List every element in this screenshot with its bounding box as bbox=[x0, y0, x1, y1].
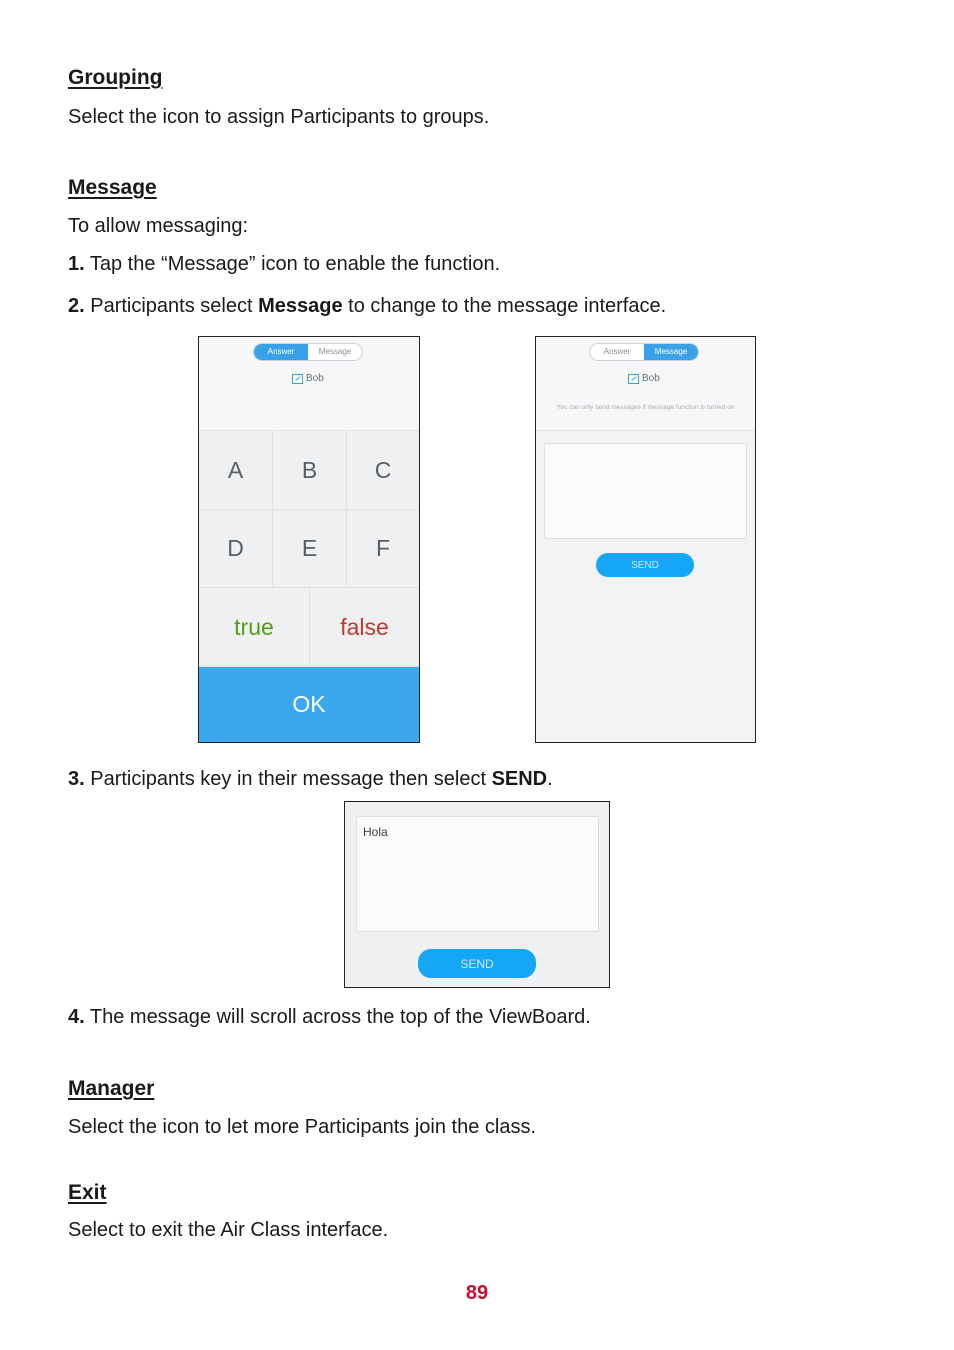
tab-message[interactable]: Message bbox=[644, 344, 698, 360]
option-b-button[interactable]: B bbox=[273, 431, 347, 510]
step-number: 1. bbox=[68, 253, 85, 275]
tab-answer[interactable]: Answer bbox=[603, 347, 631, 356]
grouping-text: Select the icon to assign Participants to groups. bbox=[68, 106, 490, 128]
user-label bbox=[292, 373, 324, 384]
step-number: 2. bbox=[68, 295, 85, 317]
step-text-end: . bbox=[547, 768, 553, 790]
mode-toggle[interactable] bbox=[253, 343, 363, 361]
compose-screen-screenshot bbox=[344, 801, 610, 988]
step-text: The message will scroll across the top of the ViewBoard. bbox=[84, 1006, 591, 1028]
step-text: Tap the “Message” icon to enable the function. bbox=[84, 253, 501, 275]
option-e-button[interactable]: E bbox=[273, 510, 347, 588]
tab-answer[interactable]: Answer bbox=[254, 344, 308, 360]
edit-icon bbox=[628, 374, 639, 384]
step-bold-term: Message bbox=[258, 295, 343, 317]
option-d-button[interactable]: D bbox=[199, 510, 273, 588]
answer-screen-screenshot bbox=[198, 336, 420, 743]
manager-text: Select the icon to let more Participants join the class. bbox=[68, 1116, 537, 1138]
user-label bbox=[628, 373, 660, 384]
true-button[interactable]: true bbox=[199, 588, 310, 667]
option-a-button[interactable]: A bbox=[199, 431, 273, 510]
exit-heading: Exit bbox=[68, 1181, 107, 1204]
step-text: Participants key in their message then select bbox=[84, 768, 492, 790]
message-textarea[interactable] bbox=[544, 443, 747, 539]
edit-icon bbox=[292, 374, 303, 384]
message-step-2 bbox=[68, 295, 666, 318]
page-number: 89 bbox=[465, 1282, 489, 1304]
message-disabled-notice: You can only send messages if message function is turned on bbox=[556, 404, 735, 411]
message-step-3 bbox=[68, 768, 553, 791]
screen-header bbox=[199, 337, 419, 431]
grouping-heading: Grouping bbox=[68, 66, 163, 89]
message-heading: Message bbox=[68, 176, 157, 199]
step-bold-term: SEND bbox=[491, 768, 548, 790]
step-number: 4. bbox=[68, 1006, 85, 1028]
message-intro: To allow messaging: bbox=[68, 215, 249, 237]
false-button[interactable]: false bbox=[310, 588, 419, 667]
user-name: Bob bbox=[306, 373, 324, 384]
message-step-1 bbox=[68, 253, 500, 276]
mode-toggle[interactable] bbox=[589, 343, 699, 361]
option-c-button[interactable]: C bbox=[347, 431, 419, 510]
send-button[interactable]: SEND bbox=[418, 949, 536, 978]
message-textarea[interactable]: Hola bbox=[356, 816, 599, 932]
user-name: Bob bbox=[642, 373, 660, 384]
message-step-4 bbox=[68, 1006, 591, 1029]
step-text: Participants select bbox=[84, 295, 259, 317]
option-f-button[interactable]: F bbox=[347, 510, 419, 588]
step-text-end: to change to the message interface. bbox=[342, 295, 667, 317]
screen-header bbox=[536, 337, 755, 431]
step-number: 3. bbox=[68, 768, 85, 790]
exit-text: Select to exit the Air Class interface. bbox=[68, 1219, 389, 1241]
send-button[interactable]: SEND bbox=[596, 553, 694, 577]
tab-message[interactable]: Message bbox=[318, 347, 352, 356]
manager-heading: Manager bbox=[68, 1077, 155, 1100]
message-screen-screenshot bbox=[535, 336, 756, 743]
ok-button[interactable]: OK bbox=[199, 667, 419, 742]
